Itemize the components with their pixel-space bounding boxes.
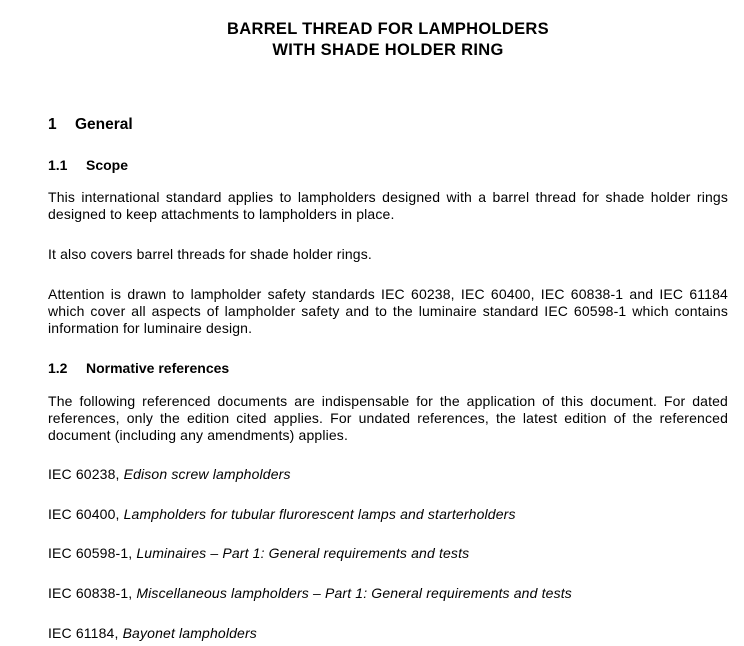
reference-code: IEC 61184, [48,625,123,641]
normative-references-intro: The following referenced documents are indispensable for the application of this document. For dated references, only the edition cited applies. For undated references, the latest edition of the referenced document (including any amendments) applies. [48,393,728,443]
section-1-2-title: Normative references [86,360,230,376]
reference-code: IEC 60238, [48,466,124,482]
scope-paragraph-1: This international standard applies to lampholders designed with a barrel thread for shade holder rings designed to keep attachments to lampholders in place. [48,189,728,222]
section-1-2-heading [48,359,229,377]
section-1-1-number: 1.1 [48,157,68,173]
reference-item [48,625,728,642]
section-1-2-number: 1.2 [48,360,68,376]
section-1-number: 1 [48,116,57,133]
section-1-1-title: Scope [86,157,129,173]
reference-title: Miscellaneous lampholders – Part 1: General requirements and tests [136,585,572,601]
section-1-1-heading [48,156,128,174]
document-title-line-1: BARREL THREAD FOR LAMPHOLDERS [227,20,549,38]
section-1-title: General [75,116,133,133]
reference-title: Luminaires – Part 1: General requirements and tests [136,545,470,561]
reference-title: Lampholders for tubular flurorescent lamps and starterholders [123,506,516,522]
reference-item [48,545,728,562]
reference-code: IEC 60838-1, [48,585,137,601]
reference-item [48,506,728,523]
reference-item [48,585,728,602]
section-1-heading [48,115,133,135]
scope-paragraph-2: It also covers barrel threads for shade holder rings. [48,246,372,262]
reference-code: IEC 60598-1, [48,545,137,561]
scope-paragraph-3: Attention is drawn to lampholder safety standards IEC 60238, IEC 60400, IEC 60838-1 and IEC 61184 which cover all aspects of lampholder safety and to the luminaire standard IEC 60598-1 which contains information for luminaire design. [48,286,728,336]
document-title-line-2: WITH SHADE HOLDER RING [272,41,504,59]
reference-item [48,466,728,483]
reference-code: IEC 60400, [48,506,124,522]
reference-title: Bayonet lampholders [122,625,257,641]
reference-title: Edison screw lampholders [123,466,291,482]
